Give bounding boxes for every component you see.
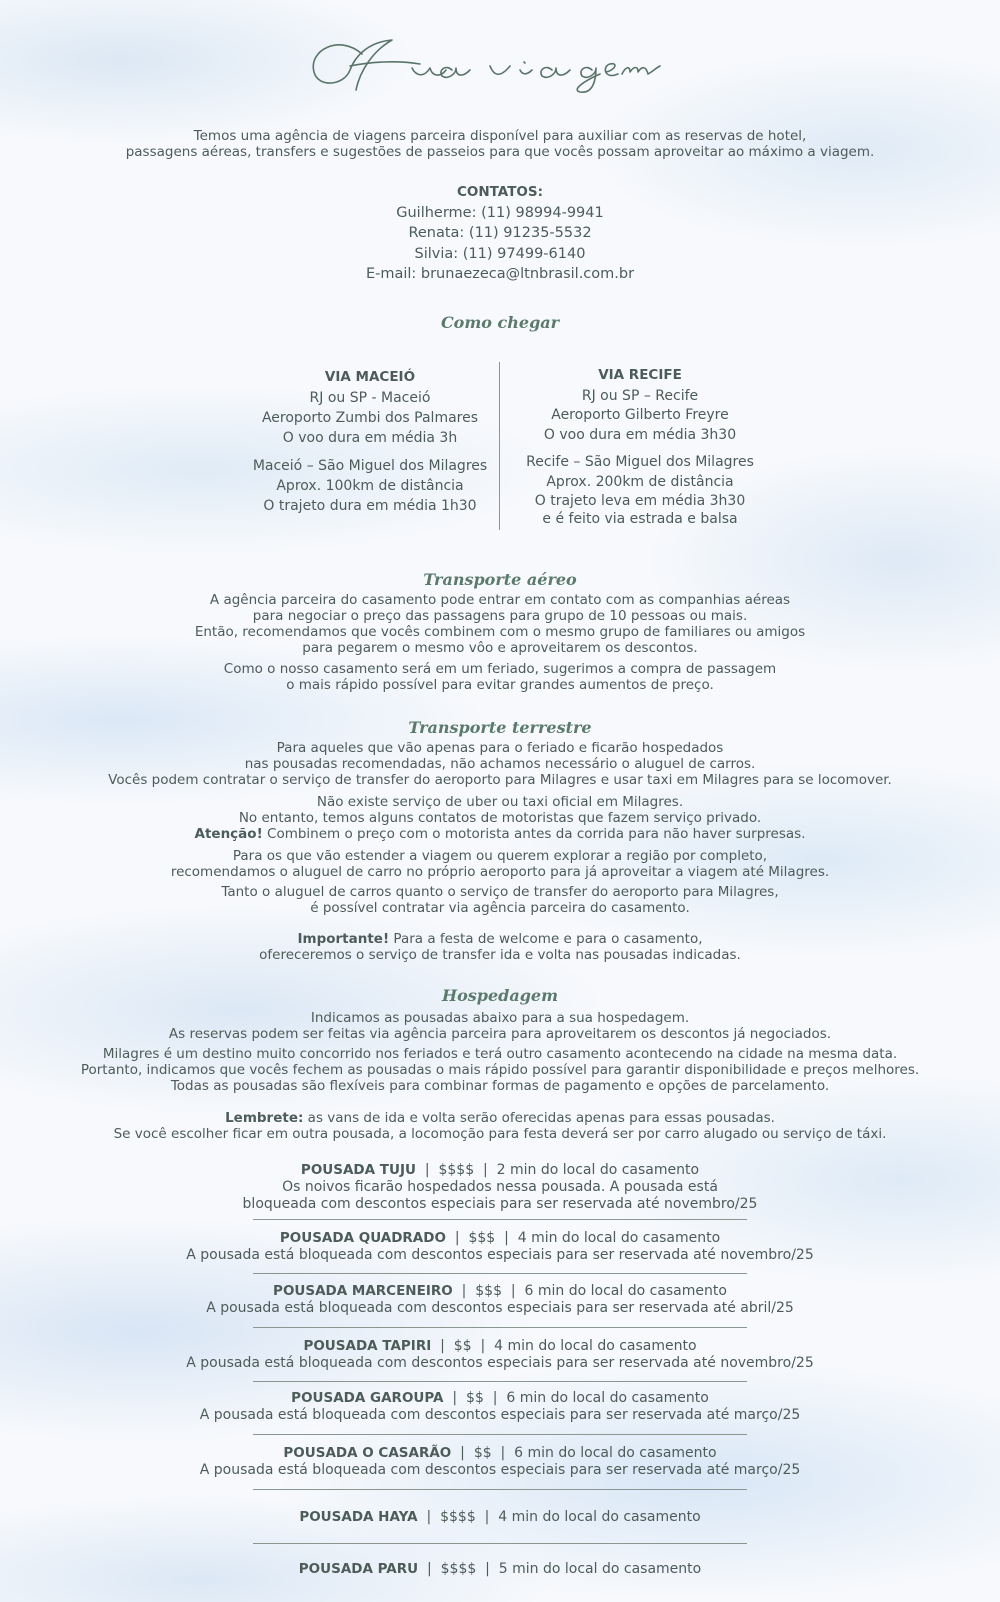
via-maceio — [220, 367, 520, 516]
transporte-terrestre-p3 — [0, 848, 1000, 880]
text-line: Milagres é um destino muito concorrido nos feriados e terá outro casamento acontecendo na cidade na mesma data. — [102, 1046, 898, 1062]
section-title-transporte-aereo: Transporte aéreo — [423, 570, 577, 589]
divider — [253, 1489, 747, 1490]
via-line: O voo dura em média 3h — [282, 430, 458, 446]
text-line: Portanto, indicamos que vocês fechem as pousadas o mais rápido possível para garantir disponibilidade e preços melhores. — [80, 1062, 920, 1078]
contact-line: Silvia: (11) 97499-6140 — [414, 245, 586, 262]
pousada-distance: 6 min do local do casamento — [524, 1283, 727, 1299]
text-line: recomendamos o aluguel de carro no próprio aeroporto para já aproveitar a viagem até Milagres. — [170, 864, 830, 880]
section-title-como-chegar: Como chegar — [440, 313, 560, 332]
text-line: As reservas podem ser feitas via agência parceira para aproveitarem os descontos já negociados. — [168, 1026, 832, 1042]
importante-label: Importante! — [297, 931, 390, 947]
pousada-distance: 4 min do local do casamento — [517, 1230, 721, 1246]
pousada-item: POUSADA MARCENEIRO | $$$ | 6 min do local do casamento A pousada está bloqueada com descontos especiais para ser reservada até abril/25 — [0, 1283, 1000, 1317]
pousada-distance: 6 min do local do casamento — [506, 1390, 709, 1406]
text-line: Se você escolher ficar em outra pousada, a locomoção para festa deverá ser por carro alugado ou serviço de táxi. — [113, 1126, 887, 1142]
contact-line: Renata: (11) 91235-5532 — [408, 225, 592, 241]
atencao-label: Atenção! — [194, 826, 263, 842]
via-line: RJ ou SP - Maceió — [309, 390, 431, 406]
text-line: é possível contratar via agência parceira do casamento. — [310, 900, 690, 916]
pousada-distance: 4 min do local do casamento — [494, 1338, 697, 1354]
via-recife-heading: VIA RECIFE — [598, 367, 682, 383]
section-title-hospedagem: Hospedagem — [441, 986, 558, 1005]
pousada-note: A pousada está bloqueada com descontos especiais para ser reservada até março/25 — [199, 1407, 801, 1423]
pousada-name: POUSADA O CASARÃO — [283, 1445, 452, 1461]
pousada-name: POUSADA QUADRADO — [279, 1230, 446, 1246]
pousada-name: POUSADA TUJU — [300, 1162, 416, 1178]
via-line: Recife – São Miguel dos Milagres — [526, 454, 754, 470]
text-line: o mais rápido possível para evitar grandes aumentos de preço. — [286, 677, 714, 693]
pousada-name: POUSADA HAYA — [299, 1509, 418, 1525]
via-line: Maceió – São Miguel dos Milagres — [252, 458, 488, 474]
pousada-note: A pousada está bloqueada com descontos especiais para ser reservada até abril/25 — [206, 1300, 794, 1316]
pousada-item: POUSADA TUJU | $$$$ | 2 min do local do casamento Os noivos ficarão hospedados nessa pousada. A pousada está bloqueada com descontos especiais para ser reservada até novembro/25 — [0, 1162, 1000, 1213]
lembrete-block — [0, 1110, 1000, 1142]
pousada-distance: 4 min do local do casamento — [498, 1509, 701, 1525]
text-line: No entanto, temos alguns contatos de motoristas que fazem serviço privado. — [238, 810, 762, 826]
via-recife — [490, 366, 790, 527]
pousada-price: $$$$ — [440, 1509, 476, 1525]
transporte-terrestre-p1 — [0, 740, 1000, 788]
via-line: e é feito via estrada e balsa — [542, 510, 738, 527]
text-line: nas pousadas recomendadas, não achamos necessário o aluguel de carros. — [244, 756, 756, 772]
transporte-aereo-p1 — [0, 592, 1000, 656]
divider — [253, 1434, 747, 1435]
pousada-distance: 6 min do local do casamento — [514, 1445, 717, 1461]
pousada-item: POUSADA GAROUPA | $$ | 6 min do local do casamento A pousada está bloqueada com descontos especiais para ser reservada até março/25 — [0, 1390, 1000, 1424]
pousada-item: POUSADA TAPIRI | $$ | 4 min do local do casamento A pousada está bloqueada com descontos especiais para ser reservada até novembro/25 — [0, 1338, 1000, 1372]
contact-email: E-mail: brunaezeca@ltnbrasil.com.br — [365, 266, 635, 282]
pousada-name: POUSADA MARCENEIRO — [273, 1283, 453, 1299]
pousada-item: POUSADA PARU | $$$$ | 5 min do local do casamento — [298, 1561, 702, 1577]
contacts-heading: CONTATOS: — [456, 184, 544, 200]
lembrete-line — [0, 1110, 1000, 1126]
via-maceio-heading: VIA MACEIÓ — [324, 369, 416, 385]
pousada-item: POUSADA HAYA | $$$$ | 4 min do local do casamento — [299, 1509, 701, 1525]
page-title-script — [300, 20, 700, 100]
pousada-name: POUSADA TAPIRI — [303, 1338, 432, 1354]
via-line: Aeroporto Zumbi dos Palmares — [261, 410, 479, 426]
importante-block — [0, 931, 1000, 963]
via-line: RJ ou SP – Recife — [581, 387, 699, 404]
atencao-line — [0, 826, 1000, 842]
contact-line: Guilherme: (11) 98994-9941 — [396, 204, 604, 221]
pousada-name: POUSADA PARU — [298, 1561, 419, 1577]
pousada-distance: 2 min do local do casamento — [496, 1162, 700, 1178]
transporte-terrestre-p2 — [0, 794, 1000, 842]
text-line: Como o nosso casamento será em um feriado, sugerimos a compra de passagem — [223, 661, 777, 677]
pousada-note: A pousada está bloqueada com descontos especiais para ser reservada até março/25 — [199, 1462, 801, 1478]
pousada-price: $$$ — [475, 1283, 502, 1299]
pousada-price: $$$ — [468, 1230, 496, 1246]
pousada-note: Os noivos ficarão hospedados nessa pousada. A pousada está — [282, 1179, 718, 1195]
lembrete-label: Lembrete: — [225, 1110, 304, 1126]
divider — [253, 1543, 747, 1544]
divider — [253, 1381, 747, 1382]
pousada-name: POUSADA GAROUPA — [291, 1390, 444, 1406]
text-line: ofereceremos o serviço de transfer ida e volta nas pousadas indicadas. — [259, 947, 741, 963]
intro-line: passagens aéreas, transfers e sugestões de passeios para que vocês possam aproveitar ao máximo a viagem. — [125, 144, 875, 160]
text-line: para negociar o preço das passagens para grupo de 10 pessoas ou mais. — [252, 608, 748, 624]
atencao-text: Combinem o preço com o motorista antes da corrida para não haver surpresas. — [262, 826, 806, 842]
via-line: Aeroporto Gilberto Freyre — [551, 407, 729, 423]
hospedagem-p2 — [0, 1046, 1000, 1094]
lembrete-text: as vans de ida e volta serão oferecidas apenas para essas pousadas. — [303, 1110, 775, 1126]
via-line: O voo dura em média 3h30 — [543, 426, 737, 443]
via-line: O trajeto dura em média 1h30 — [263, 498, 477, 514]
pousada-note: A pousada está bloqueada com descontos especiais para ser reservada até novembro/25 — [186, 1355, 814, 1371]
transporte-terrestre-p4 — [0, 884, 1000, 916]
text-line: Indicamos as pousadas abaixo para a sua hospedagem. — [310, 1010, 690, 1026]
pousada-item: POUSADA QUADRADO | $$$ | 4 min do local do casamento A pousada está bloqueada com descontos especiais para ser reservada até novembro/25 — [0, 1230, 1000, 1264]
pousada-price: $$ — [453, 1338, 472, 1354]
hospedagem-p1 — [0, 1010, 1000, 1042]
pousada-price: $$ — [466, 1390, 484, 1406]
text-line: A agência parceira do casamento pode entrar em contato com as companhias aéreas — [209, 592, 791, 608]
intro-text — [0, 128, 1000, 160]
text-line: Todas as pousadas são flexíveis para combinar formas de pagamento e opções de parcelamento. — [170, 1078, 830, 1094]
divider — [253, 1327, 747, 1328]
intro-line: Temos uma agência de viagens parceira disponível para auxiliar com as reservas de hotel, — [193, 128, 807, 144]
text-line: Para aqueles que vão apenas para o feriado e ficarão hospedados — [276, 740, 724, 756]
contacts-block — [0, 182, 1000, 285]
divider — [253, 1219, 747, 1220]
pousada-price: $$ — [473, 1445, 492, 1461]
text-line: Tanto o aluguel de carros quanto o serviço de transfer do aeroporto para Milagres, — [221, 884, 779, 900]
importante-text: Para a festa de welcome e para o casamento, — [389, 931, 703, 947]
text-line: para pegarem o mesmo vôo e aproveitarem os descontos. — [302, 640, 698, 656]
divider — [253, 1273, 747, 1274]
via-line: O trajeto leva em média 3h30 — [534, 493, 746, 509]
pousada-price: $$$$ — [440, 1561, 477, 1577]
transporte-aereo-p2 — [0, 661, 1000, 693]
pousada-distance: 5 min do local do casamento — [498, 1561, 702, 1577]
via-line: Aprox. 100km de distância — [276, 478, 464, 494]
importante-line — [0, 931, 1000, 947]
pousada-note: A pousada está bloqueada com descontos especiais para ser reservada até novembro/25 — [186, 1247, 814, 1263]
text-line: Então, recomendamos que vocês combinem com o mesmo grupo de familiares ou amigos — [194, 624, 806, 640]
pousada-price: $$$$ — [438, 1162, 475, 1178]
pousada-item: POUSADA O CASARÃO | $$ | 6 min do local do casamento A pousada está bloqueada com descontos especiais para ser reservada até março/25 — [0, 1445, 1000, 1479]
text-line: Para os que vão estender a viagem ou querem explorar a região por completo, — [232, 848, 768, 864]
text-line: Vocês podem contratar o serviço de transfer do aeroporto para Milagres e usar taxi em Milagres para se locomover. — [108, 772, 892, 788]
pousada-note: bloqueada com descontos especiais para ser reservada até novembro/25 — [242, 1196, 758, 1212]
section-title-transporte-terrestre: Transporte terrestre — [408, 718, 592, 737]
via-line: Aprox. 200km de distância — [546, 473, 734, 490]
text-line: Não existe serviço de uber ou taxi oficial em Milagres. — [316, 794, 684, 810]
